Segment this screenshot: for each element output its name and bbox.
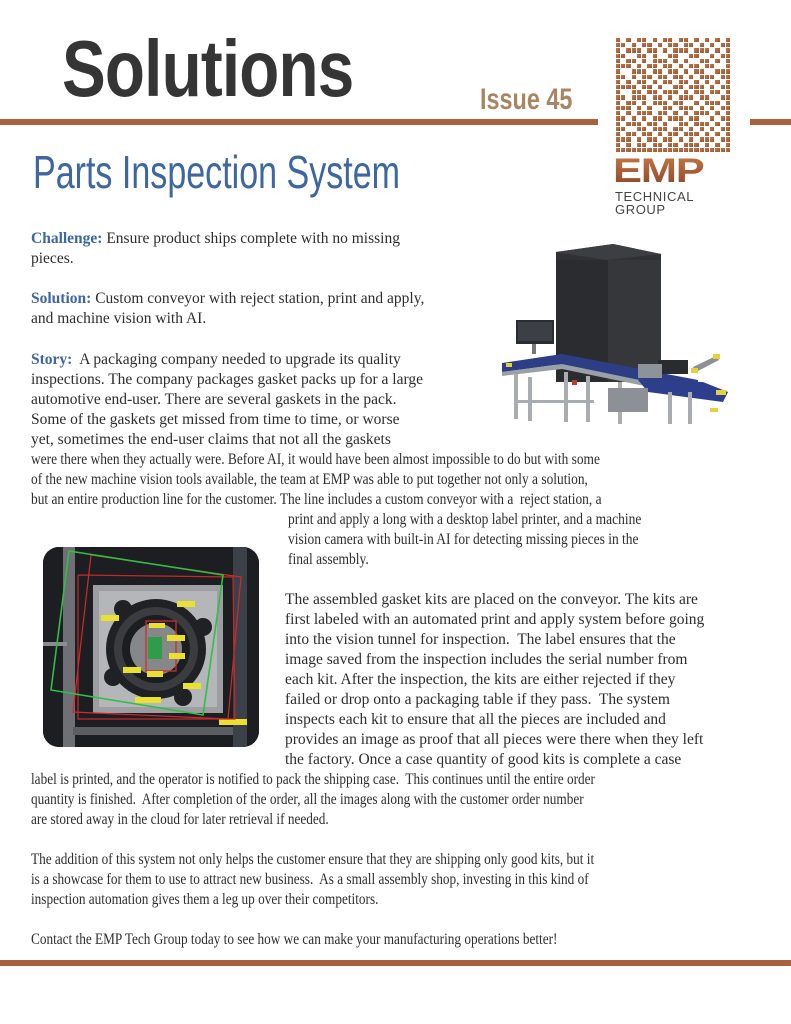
benefit-line: The addition of this system not only helps the customer ensure that they are shipping only good kits, but it [31, 851, 595, 868]
process-line: the factory. Once a case quantity of good kits is complete a case [285, 751, 682, 768]
solution-line: and machine vision with AI. [31, 310, 207, 327]
challenge-label: Challenge: [31, 230, 103, 247]
contact-cta: Contact the EMP Tech Group today to see how we can make your manufacturing operations better! [31, 931, 558, 948]
machine-illustration-icon [488, 232, 742, 424]
emp-logo [612, 36, 736, 226]
benefit-line: inspection automation gives them a leg up over their competitors. [31, 891, 379, 908]
story-line: print and apply a long with a desktop label printer, and a machine [288, 511, 642, 528]
challenge-line: pieces. [31, 250, 74, 267]
solution-label: Solution: [31, 290, 92, 307]
process-line: into the vision tunnel for inspection. The label ensures that the [285, 631, 676, 648]
header-divider [0, 119, 598, 125]
story-line: but an entire production line for the customer. The line includes a custom conveyor with a reject station, a [31, 491, 602, 508]
process-line: each kit. After the inspection, the kits are either rejected if they [285, 671, 676, 688]
story-line: Some of the gaskets get missed from time to time, or worse [31, 411, 400, 428]
benefit-line: is a showcase for them to use to attract new business. As a small assembly shop, investing in this kind of [31, 871, 589, 888]
solution-line: Solution: Custom conveyor with reject station, print and apply, [31, 290, 425, 307]
logo-brand-text: EMP [613, 152, 704, 190]
story-line: final assembly. [288, 551, 369, 568]
process-line: first labeled with an automated print and apply system before going [285, 611, 705, 628]
process-line: provides an image as proof that all pieces were there when they left [285, 731, 704, 748]
data-matrix-code-icon [616, 38, 730, 152]
process-line: The assembled gasket kits are placed on the conveyor. The kits are [285, 591, 698, 608]
story-label: Story: [31, 351, 73, 368]
article-title: Parts Inspection System [33, 146, 401, 198]
logo-subtext-line1: TECHNICAL [615, 189, 695, 204]
process-line: image saved from the inspection includes the serial number from [285, 651, 688, 668]
process-line: label is printed, and the operator is notified to pack the shipping case. This continues until the entire order [31, 771, 595, 788]
logo-subtext-line2: GROUP [615, 201, 666, 217]
story-line: yet, sometimes the end-user claims that not all the gaskets [31, 431, 391, 448]
logo-subtext [615, 191, 694, 216]
inspection-result-icon [43, 547, 259, 747]
footer-divider [0, 960, 791, 966]
conveyor-machine-photo [488, 232, 742, 424]
story-line: inspections. The company packages gasket packs up for a large [31, 371, 423, 388]
story-line: vision camera with built-in AI for detecting missing pieces in the [288, 531, 639, 548]
process-line: failed or drop onto a packaging table if they pass. The system [285, 691, 670, 708]
masthead-title: Solutions [62, 24, 354, 113]
story-line: Story: A packaging company needed to upgrade its quality [31, 351, 401, 368]
challenge-line: Challenge: Ensure product ships complete with no missing [31, 230, 400, 247]
issue-number: Issue 45 [480, 83, 573, 116]
process-line: inspects each kit to ensure that all the pieces are included and [285, 711, 666, 728]
story-line: of the new machine vision tools available, the team at EMP was able to put together not only a solution, [31, 471, 588, 488]
story-line: were there when they actually were. Before AI, it would have been almost impossible to do but with some [31, 451, 600, 468]
process-line: are stored away in the cloud for later retrieval if needed. [31, 811, 329, 828]
process-line: quantity is finished. After completion of the order, all the images along with the customer order number [31, 791, 584, 808]
story-line: automotive end-user. There are several gaskets in the pack. [31, 391, 397, 408]
vision-inspection-photo [43, 547, 259, 747]
header-divider-right [750, 119, 791, 125]
